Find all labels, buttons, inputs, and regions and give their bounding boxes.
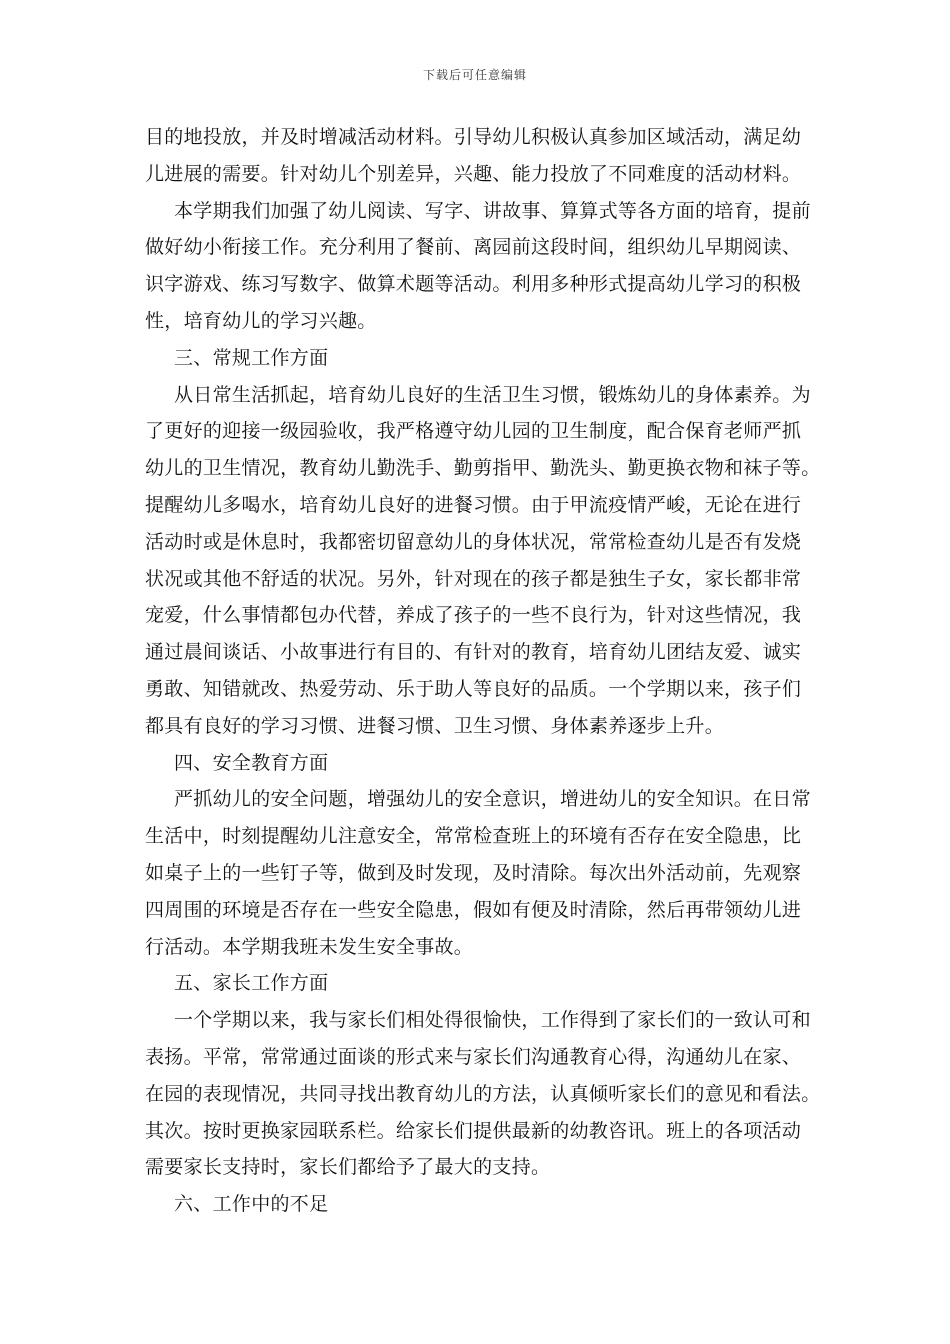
page-header-note: 下载后可任意编辑 [422, 68, 527, 82]
text-line: 五、家长工作方面 [174, 972, 329, 995]
text-line: 提醒幼儿多喝水，培育幼儿良好的进餐习惯。由于甲流疫情严峻，无论在进行 [145, 493, 802, 516]
text-line: 一个学期以来，我与家长们相处得很愉快，工作得到了家长们的一致认可和 [174, 1009, 811, 1032]
text-line: 表扬。平常，常常通过面谈的形式来与家长们沟通教育心得，沟通幼儿在家、 [145, 1045, 802, 1068]
text-line: 目的地投放，并及时增减活动材料。引导幼儿积极认真参加区域活动，满足幼 [145, 126, 802, 148]
text-line: 幼儿的卫生情况，教育幼儿勤洗手、勤剪指甲、勤洗头、勤更换衣物和袜子等。 [145, 457, 821, 480]
text-line: 性，培育幼儿的学习兴趣。 [145, 309, 377, 332]
text-line: 本学期我们加强了幼儿阅读、写字、讲故事、算算式等各方面的培育，提前 [174, 199, 811, 222]
text-line: 从日常生活抓起，培育幼儿良好的生活卫生习惯，锻炼幼儿的身体素养。为 [174, 383, 811, 406]
text-line: 儿进展的需要。针对幼儿个别差异，兴趣、能力投放了不同难度的活动材料。 [145, 162, 802, 185]
text-line: 行活动。本学期我班未发生安全事故。 [145, 935, 474, 958]
text-line: 需要家长支持时，家长们都给予了最大的支持。 [145, 1156, 551, 1179]
text-line: 状况或其他不舒适的状况。另外，针对现在的孩子都是独生子女，家长都非常 [145, 567, 802, 590]
text-line: 四周围的环境是否存在一些安全隐患，假如有便及时清除，然后再带领幼儿进 [145, 898, 802, 921]
text-line: 严抓幼儿的安全问题，增强幼儿的安全意识，增进幼儿的安全知识。在日常 [174, 788, 811, 811]
text-line: 了更好的迎接一级园验收，我严格遵守幼儿园的卫生制度，配合保育老师严抓 [145, 420, 802, 443]
text-line: 如桌子上的一些钉子等，做到及时发现，及时清除。每次出外活动前，先观察 [145, 861, 802, 884]
text-line: 在园的表现情况，共同寻找出教育幼儿的方法，认真倾听家长们的意见和看法。 [145, 1082, 821, 1105]
text-line: 做好幼小衔接工作。充分利用了餐前、离园前这段时间，组织幼儿早期阅读、 [145, 236, 802, 259]
text-line: 宠爱，什么事情都包办代替，养成了孩子的一些不良行为，针对这些情况，我 [145, 604, 802, 627]
text-line: 都具有良好的学习习惯、进餐习惯、卫生习惯、身体素养逐步上升。 [145, 714, 725, 737]
text-line: 三、常规工作方面 [174, 346, 329, 369]
text-line: 勇敢、知错就改、热爱劳动、乐于助人等良好的品质。一个学期以来，孩子们 [145, 677, 802, 700]
text-line: 生活中，时刻提醒幼儿注意安全，常常检查班上的环境有否存在安全隐患，比 [145, 825, 802, 848]
text-line: 活动时或是休息时，我都密切留意幼儿的身体状况，常常检查幼儿是否有发烧 [145, 530, 802, 553]
text-line: 四、安全教育方面 [174, 751, 329, 774]
text-line: 通过晨间谈话、小故事进行有目的、有针对的教育，培育幼儿团结友爱、诚实 [145, 641, 802, 664]
text-line: 识字游戏、练习写数字、做算术题等活动。利用多种形式提高幼儿学习的积极 [145, 273, 802, 296]
text-line: 其次。按时更换家园联系栏。给家长们提供最新的幼教咨讯。班上的各项活动 [145, 1119, 802, 1142]
text-line: 六、工作中的不足 [174, 1193, 329, 1216]
document-body [145, 119, 821, 1223]
